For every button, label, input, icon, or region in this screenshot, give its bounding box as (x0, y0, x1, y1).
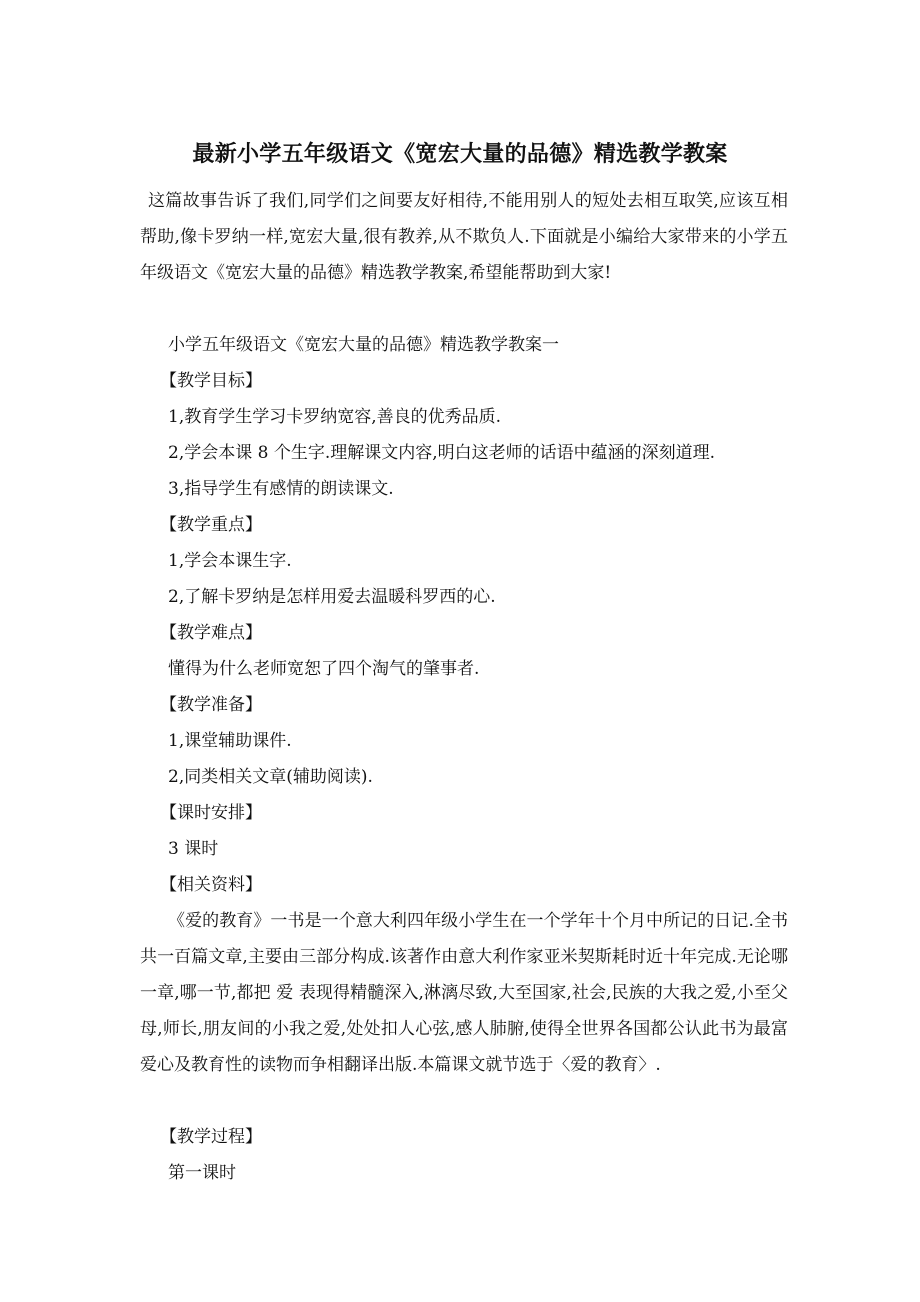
objective-item: 1,教育学生学习卡罗纳宽容,善良的优秀品质. (168, 407, 502, 427)
section-heading-difficulties: 【教学难点】 (160, 623, 262, 643)
lesson-subtitle: 小学五年级语文《宽宏大量的品德》精选教学教案一 (168, 335, 559, 355)
preparation-item: 1,课堂辅助课件. (168, 731, 292, 751)
section-heading-process: 【教学过程】 (160, 1127, 262, 1147)
preparation-item: 2,同类相关文章(辅助阅读). (168, 767, 373, 787)
difficulty-item: 懂得为什么老师宽恕了四个淘气的肇事者. (168, 659, 480, 679)
key-point-item: 1,学会本课生字. (168, 551, 292, 571)
objective-item: 3,指导学生有感情的朗读课文. (168, 479, 394, 499)
section-heading-objectives: 【教学目标】 (160, 371, 262, 391)
process-item: 第一课时 (168, 1163, 236, 1183)
section-heading-preparation: 【教学准备】 (160, 695, 262, 715)
section-heading-schedule: 【课时安排】 (160, 803, 262, 823)
materials-paragraph: 《爱的教育》一书是一个意大利四年级小学生在一个学年十个月中所记的日记.全书共一百篇文章,主要由三部分构成.该著作由意大利作家亚米契斯耗时近十年完成.无论哪一章,哪一节,都把 爱 表现得精髓深入,淋漓尽致,大至国家,社会,民族的大我之爱,小至父母,师长,朋友间的小我之爱,处处扣人心弦,感人肺腑,使得全世界各国都公认此书为最富爱心及教育性的读物而争相翻译出版.本篇课文就节选于〈爱的教育〉. (140, 911, 788, 1075)
objective-item: 2,学会本课 8 个生字.理解课文内容,明白这老师的话语中蕴涵的深刻道理. (168, 443, 716, 463)
section-heading-key-points: 【教学重点】 (160, 515, 262, 535)
key-point-item: 2,了解卡罗纳是怎样用爱去温暖科罗西的心. (168, 587, 496, 607)
schedule-item: 3 课时 (168, 839, 219, 859)
intro-paragraph: 这篇故事告诉了我们,同学们之间要友好相待,不能用别人的短处去相互取笑,应该互相帮助,像卡罗纳一样,宽宏大量,很有教养,从不欺负人.下面就是小编给大家带来的小学五年级语文《宽宏大量的品德》精选教学教案,希望能帮助到大家! (140, 191, 788, 283)
document-title: 最新小学五年级语文《宽宏大量的品德》精选教学教案 (192, 142, 728, 167)
section-heading-materials: 【相关资料】 (160, 875, 262, 895)
